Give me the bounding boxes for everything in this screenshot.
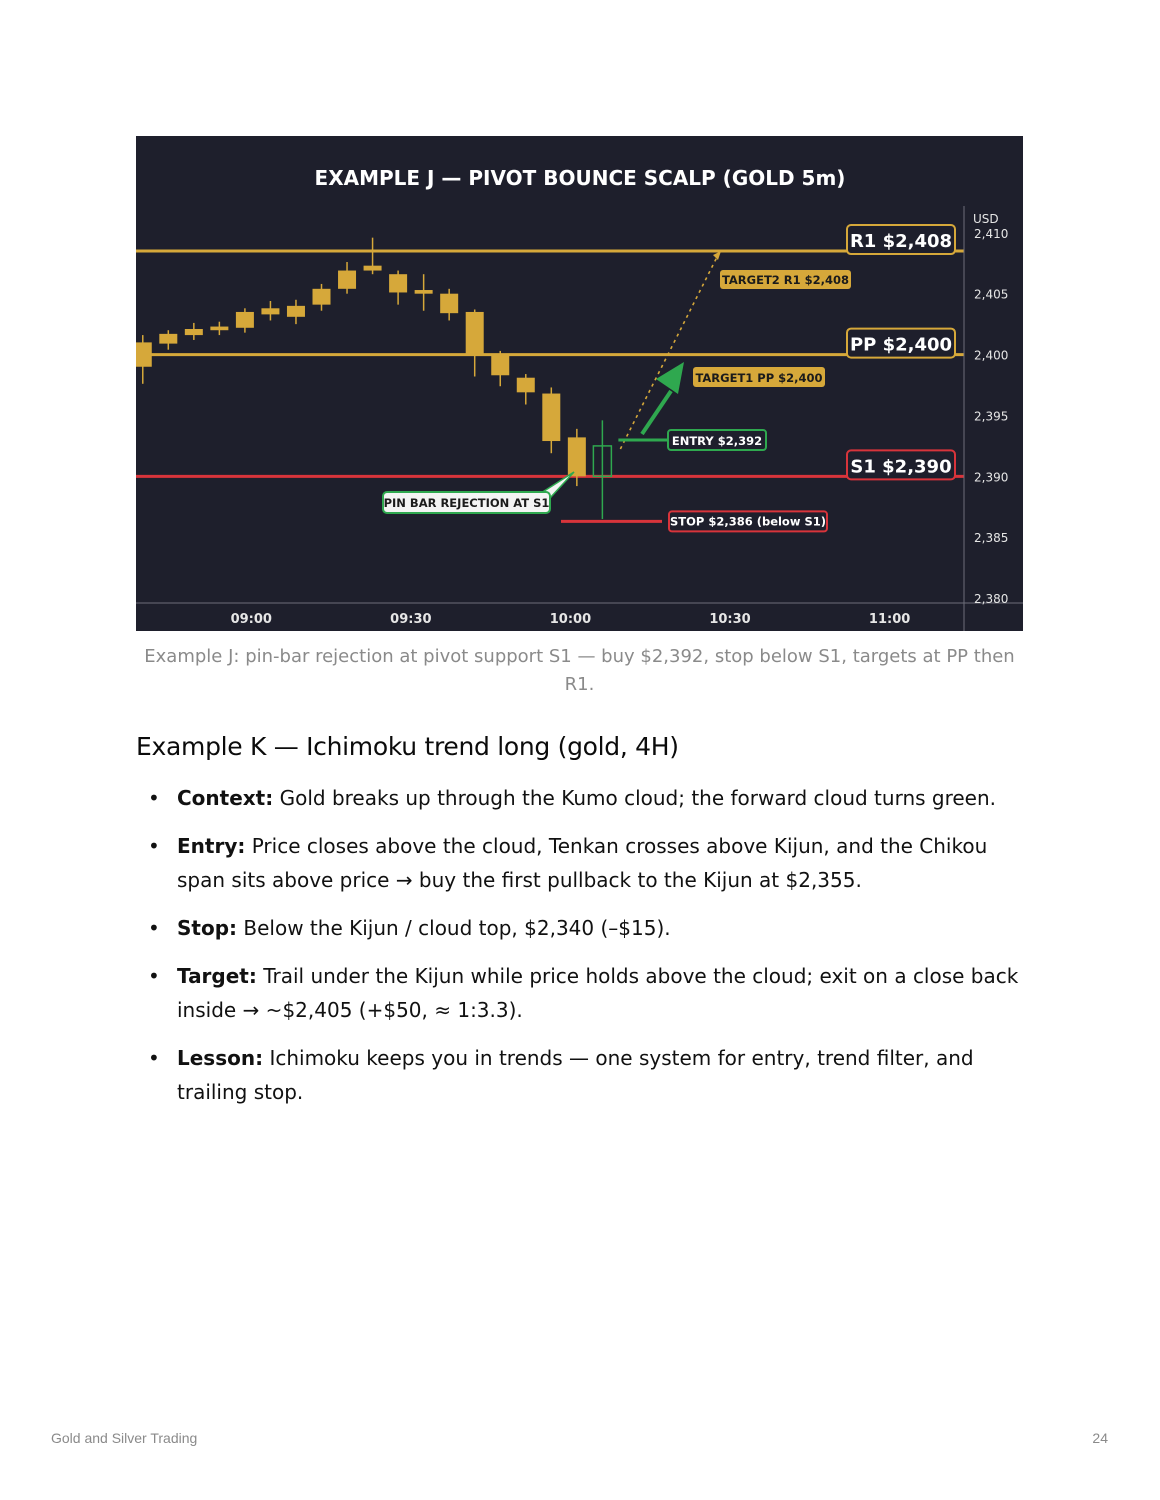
bullet-text: Ichimoku keeps you in trends — one system for entry, trend filter, and trailing stop. — [177, 1046, 974, 1104]
chart-background — [136, 136, 1023, 631]
candle-body — [136, 342, 152, 366]
candle-body — [210, 327, 228, 331]
chart-image — [136, 136, 1023, 631]
candle-body — [338, 271, 356, 289]
bullet-label: Context: — [177, 786, 274, 810]
y-tick-label: 2,390 — [974, 470, 1009, 485]
y-tick-label: 2,380 — [974, 592, 1009, 607]
figure-caption: Example J: pin-bar rejection at pivot support S1 — buy $2,392, stop below S1, targets at PP then R1. — [144, 646, 1015, 695]
candle-body — [389, 274, 407, 292]
section-heading: Example K — Ichimoku trend long (gold, 4H) — [136, 732, 679, 761]
candle-body — [313, 289, 331, 305]
candle-body — [517, 378, 535, 393]
candle-body — [364, 266, 382, 271]
x-tick-label: 10:00 — [549, 612, 592, 627]
candle-body — [491, 355, 509, 376]
entry-label: ENTRY $2,392 — [671, 434, 763, 448]
footer-document-title: Gold and Silver Trading — [51, 1430, 198, 1446]
candle-body — [415, 290, 433, 294]
candle-body — [159, 334, 177, 344]
candle-body — [236, 312, 254, 328]
pivot-bounce-chart — [136, 136, 1023, 631]
target1-label: TARGET1 PP $2,400 — [695, 371, 823, 385]
y-tick-label: 2,385 — [974, 531, 1009, 546]
bullet-lesson — [136, 1041, 1036, 1109]
bullet-label: Stop: — [177, 916, 238, 940]
footer-page-number: 24 — [1092, 1430, 1108, 1446]
bullet-text: Price closes above the cloud, Tenkan crosses above Kijun, and the Chikou span sits above price → buy the first pullback to the Kijun at $2,355. — [177, 834, 988, 892]
candle-body — [466, 312, 484, 356]
pin-bar-label: PIN BAR REJECTION AT S1 — [383, 496, 550, 510]
bullet-label: Target: — [177, 964, 257, 988]
target2-label: TARGET2 R1 $2,408 — [721, 273, 850, 287]
candle-body — [287, 306, 305, 317]
y-tick-label: 2,400 — [974, 348, 1009, 363]
y-tick-label: 2,405 — [974, 287, 1009, 302]
level-label-s1: S1 $2,390 — [850, 456, 952, 478]
bullet-text: Trail under the Kijun while price holds above the cloud; exit on a close back inside → ~$2,405 (+$50, ≈ 1:3.3). — [177, 964, 1019, 1022]
example-k-bullets — [136, 781, 1036, 1123]
candle-body — [542, 394, 560, 441]
candle-body — [440, 294, 458, 313]
candle-body — [185, 329, 203, 335]
x-tick-label: 09:00 — [230, 612, 272, 627]
bullet-stop — [136, 911, 1036, 945]
candle-body — [261, 308, 279, 314]
x-tick-label: 09:30 — [390, 612, 432, 627]
bullet-label: Entry: — [177, 834, 246, 858]
x-tick-label: 11:00 — [868, 612, 911, 627]
stop-label: STOP $2,386 (below S1) — [669, 514, 827, 529]
bullet-label: Lesson: — [177, 1046, 264, 1070]
y-tick-label: 2,395 — [974, 409, 1009, 424]
x-tick-label: 10:30 — [709, 612, 751, 627]
bullet-target — [136, 959, 1036, 1027]
y-tick-label: 2,410 — [974, 226, 1009, 241]
bullet-text: Below the Kijun / cloud top, $2,340 (–$15). — [237, 916, 671, 940]
bullet-text: Gold breaks up through the Kumo cloud; the forward cloud turns green. — [273, 786, 997, 810]
y-axis-unit-label: USD — [973, 212, 999, 226]
level-label-pp: PP $2,400 — [849, 334, 953, 356]
bullet-entry — [136, 829, 1036, 897]
bullet-context — [136, 781, 1036, 815]
level-label-r1: R1 $2,408 — [849, 231, 953, 253]
chart-title: EXAMPLE J — PIVOT BOUNCE SCALP (GOLD 5m) — [314, 166, 846, 190]
candle-body — [568, 437, 586, 476]
